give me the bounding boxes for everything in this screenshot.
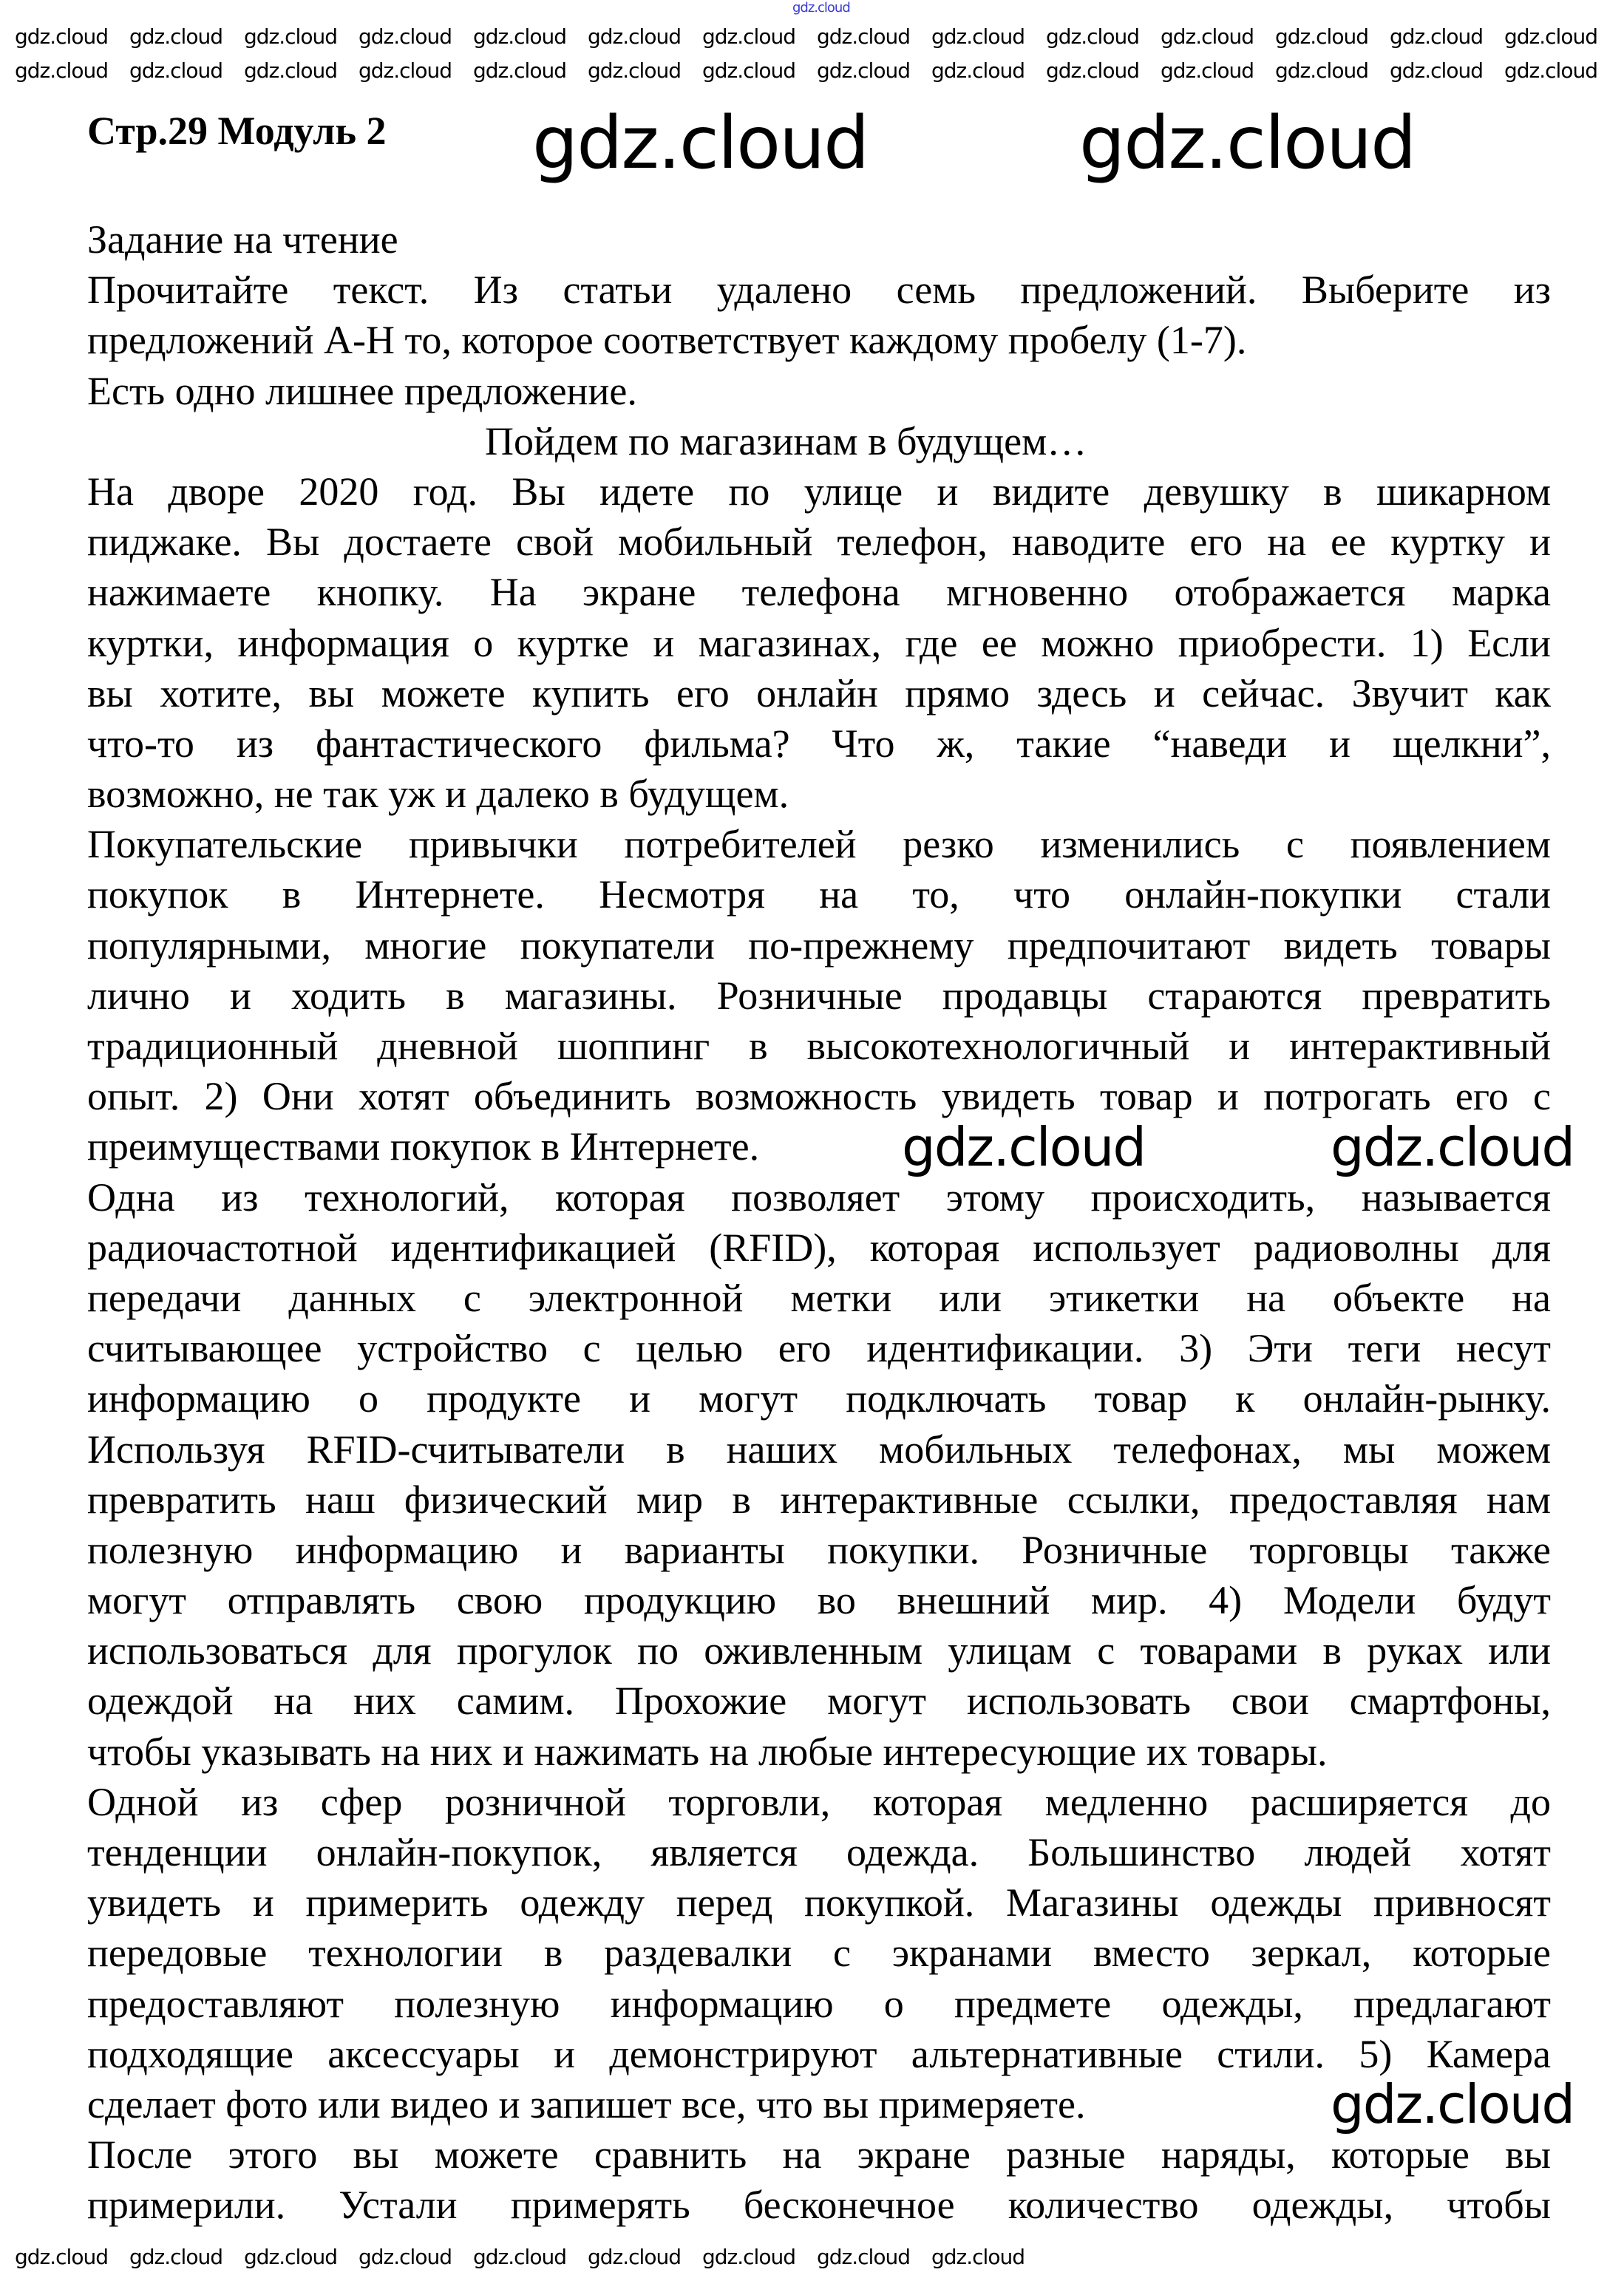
- watermark: gdz.cloud: [359, 58, 452, 83]
- watermark: gdz.cloud: [902, 1116, 1146, 1178]
- article-line: тенденции онлайн-покупок, является одежда. Большинство людей хотят: [87, 1830, 1551, 1874]
- watermark: gdz.cloud: [473, 2245, 566, 2269]
- watermark: gdz.cloud: [129, 2245, 222, 2269]
- article-line: возможно, не так уж и далеко в будущем.: [87, 772, 789, 817]
- watermark: gdz.cloud: [1046, 58, 1139, 83]
- article-line: преимуществами покупок в Интернете.: [87, 1124, 760, 1169]
- watermark: gdz.cloud: [15, 24, 108, 49]
- watermark: gdz.cloud: [792, 0, 850, 16]
- watermark: gdz.cloud: [1275, 58, 1368, 83]
- article-title: Пойдем по магазинам в будущем…: [485, 418, 1087, 463]
- article-line: использоваться для прогулок по оживленным улицам с товарами в руках или: [87, 1628, 1551, 1673]
- watermark: gdz.cloud: [1390, 24, 1483, 49]
- watermark: gdz.cloud: [244, 2245, 337, 2269]
- watermark: gdz.cloud: [244, 24, 337, 49]
- page-title: Стр.29 Модуль 2: [87, 109, 387, 153]
- article-line: куртки, информация о куртке и магазинах, где ее можно приобрести. 1) Если: [87, 620, 1551, 665]
- article-line: пиджаке. Вы достаете свой мобильный телефон, наводите его на ее куртку и: [87, 520, 1551, 565]
- article-line: лично и ходить в магазины. Розничные продавцы стараются превратить: [87, 973, 1551, 1018]
- task-instruction-line: предложений А-Н то, которое соответствует каждому пробелу (1-7).: [87, 318, 1247, 363]
- article-line: После этого вы можете сравнить на экране разные наряды, которые вы: [87, 2132, 1551, 2177]
- article-line: увидеть и примерить одежду перед покупкой. Магазины одежды привносят: [87, 1880, 1551, 1925]
- watermark: gdz.cloud: [1046, 24, 1139, 49]
- document-body: [87, 214, 1551, 2231]
- article-line: могут отправлять свою продукцию во внешний мир. 4) Модели будут: [87, 1578, 1551, 1623]
- article-line: примерили. Устали примерять бесконечное количество одежды, чтобы: [87, 2183, 1551, 2228]
- article-line: считывающее устройство с целью его идентификации. 3) Эти теги несут: [87, 1326, 1551, 1371]
- article-line: традиционный дневной шоппинг в высокотехнологичный и интерактивный: [87, 1024, 1551, 1068]
- watermark: gdz.cloud: [702, 2245, 795, 2269]
- watermark: gdz.cloud: [1161, 24, 1254, 49]
- watermark: gdz.cloud: [532, 101, 869, 186]
- article-line: Покупательские привычки потребителей резко изменились с появлением: [87, 822, 1551, 867]
- watermark: gdz.cloud: [1390, 58, 1483, 83]
- article-line: На дворе 2020 год. Вы идете по улице и видите девушку в шикарном: [87, 469, 1551, 514]
- article-line: полезную информацию и варианты покупки. Розничные торговцы также: [87, 1527, 1551, 1572]
- article-line: одеждой на них самим. Прохожие могут использовать свои смартфоны,: [87, 1679, 1551, 1724]
- watermark: gdz.cloud: [244, 58, 337, 83]
- watermark: gdz.cloud: [588, 58, 681, 83]
- watermark: gdz.cloud: [129, 58, 222, 83]
- article-line: вы хотите, вы можете купить его онлайн прямо здесь и сейчас. Звучит как: [87, 670, 1551, 715]
- watermark: gdz.cloud: [1161, 58, 1254, 83]
- watermark: gdz.cloud: [702, 24, 795, 49]
- article-line: опыт. 2) Они хотят объединить возможность увидеть товар и потрогать его с: [87, 1074, 1551, 1119]
- article-line: предоставляют полезную информацию о предмете одежды, предлагают: [87, 1981, 1551, 2026]
- watermark: gdz.cloud: [1079, 101, 1416, 186]
- article-line: подходящие аксессуары и демонстрируют альтернативные стили. 5) Камера: [87, 2031, 1551, 2076]
- article-line: Используя RFID-считыватели в наших мобильных телефонах, мы можем: [87, 1427, 1551, 1472]
- watermark: gdz.cloud: [931, 2245, 1025, 2269]
- article-line: радиочастотной идентификацией (RFID), которая использует радиоволны для: [87, 1225, 1551, 1270]
- watermark: gdz.cloud: [1331, 2073, 1574, 2135]
- article-line: передачи данных с электронной метки или этикетки на объекте на: [87, 1275, 1551, 1320]
- article-line: передовые технологии в раздевалки с экранами вместо зеркал, которые: [87, 1931, 1551, 1976]
- watermark: gdz.cloud: [817, 2245, 910, 2269]
- watermark: gdz.cloud: [931, 58, 1025, 83]
- watermark: gdz.cloud: [359, 2245, 452, 2269]
- task-heading: Задание на чтение: [87, 217, 398, 262]
- watermark: gdz.cloud: [473, 58, 566, 83]
- article-line: превратить наш физический мир в интерактивные ссылки, предоставляя нам: [87, 1477, 1551, 1522]
- watermark: gdz.cloud: [702, 58, 795, 83]
- task-note: Есть одно лишнее предложение.: [87, 368, 637, 413]
- article-line: популярными, многие покупатели по-прежнему предпочитают видеть товары: [87, 922, 1551, 968]
- watermark: gdz.cloud: [1504, 58, 1597, 83]
- watermark: gdz.cloud: [1275, 24, 1368, 49]
- article-line: информацию о продукте и могут подключать товар к онлайн-рынку.: [87, 1376, 1551, 1421]
- article-line: покупок в Интернете. Несмотря на то, что онлайн-покупки стали: [87, 872, 1551, 917]
- watermark: gdz.cloud: [817, 24, 910, 49]
- article-line: Одной из сфер розничной торговли, которая медленно расширяется до: [87, 1779, 1551, 1824]
- watermark: gdz.cloud: [817, 58, 910, 83]
- watermark: gdz.cloud: [359, 24, 452, 49]
- watermark: gdz.cloud: [15, 2245, 108, 2269]
- watermark: gdz.cloud: [931, 24, 1025, 49]
- task-instruction-line: Прочитайте текст. Из статьи удалено семь предложений. Выберите из: [87, 268, 1551, 313]
- article-line: нажимаете кнопку. На экране телефона мгновенно отображается марка: [87, 570, 1551, 615]
- watermark: gdz.cloud: [15, 58, 108, 83]
- article-line: сделает фото или видео и запишет все, что вы примеряете.: [87, 2081, 1086, 2126]
- watermark: gdz.cloud: [473, 24, 566, 49]
- article-line: чтобы указывать на них и нажимать на любые интересующие их товары.: [87, 1729, 1328, 1774]
- article-line: что-то из фантастического фильма? Что ж, такие “наведи и щелкни”,: [87, 721, 1551, 766]
- watermark: gdz.cloud: [129, 24, 222, 49]
- watermark: gdz.cloud: [1504, 24, 1597, 49]
- article-line: Одна из технологий, которая позволяет этому происходить, называется: [87, 1174, 1551, 1220]
- watermark: gdz.cloud: [1331, 1116, 1574, 1178]
- watermark: gdz.cloud: [588, 24, 681, 49]
- watermark: gdz.cloud: [588, 2245, 681, 2269]
